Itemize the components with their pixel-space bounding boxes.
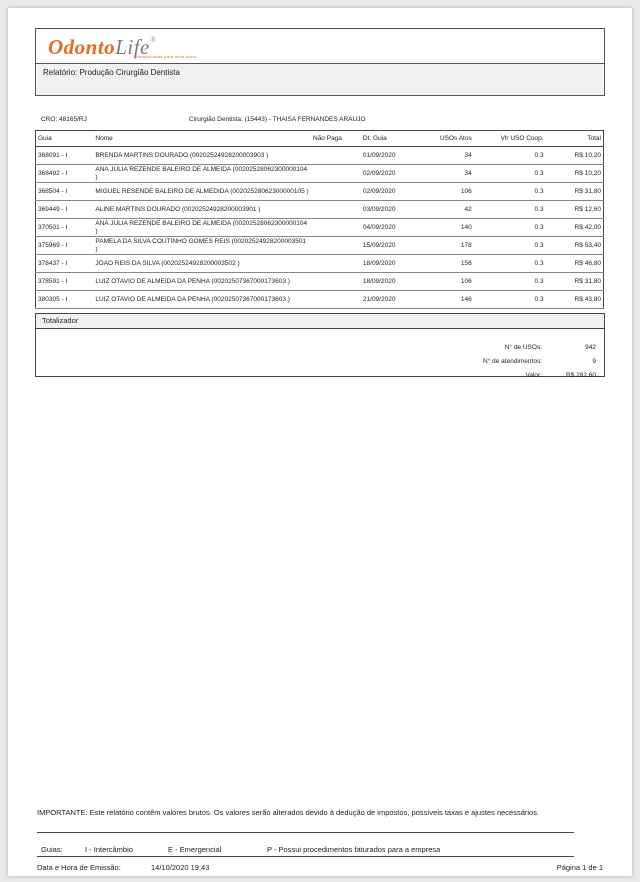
dt-guia-cell: 02/09/2020 <box>361 183 413 201</box>
nome-cell: BRENDA MARTINS DOURADO (00202524928200003903 ) <box>93 147 311 165</box>
col-header-vlr-uso: Vlr USO Coop. <box>474 131 546 147</box>
dt-guia-cell: 21/09/2020 <box>361 291 413 309</box>
usos-cell: 42 <box>413 201 474 219</box>
col-header-total: Total <box>546 131 604 147</box>
vlr-uso-cell: 0.3 <box>474 237 546 255</box>
valor-label: Valor: <box>525 372 542 379</box>
nome-cell: LUIZ OTAVIO DE ALMEIDA DA PENHA (00202507367000173603 ) <box>93 273 311 291</box>
legend-emergencial: E - Emergencial <box>168 845 222 854</box>
logo-trademark: ® <box>149 35 157 44</box>
guia-cell: 368492 - I <box>36 165 94 183</box>
usos-cell: 106 <box>413 273 474 291</box>
dt-guia-cell: 04/09/2020 <box>361 219 413 237</box>
legend-guias: Guias: <box>41 845 63 854</box>
table-row <box>36 237 604 255</box>
valor-value: R$ 282,60 <box>566 372 596 379</box>
usos-cell: 34 <box>413 165 474 183</box>
important-notice: IMPORTANTE: Este relatório contêm valores brutos. Os valores serão alterados devido à dedução de impostos, possíveis taxas e ajustes necessários. <box>37 808 540 817</box>
divider-top <box>37 832 574 833</box>
vlr-uso-cell: 0.3 <box>474 273 546 291</box>
guia-cell: 378591 - I <box>36 273 94 291</box>
logo-text-life: Life <box>115 35 150 59</box>
logo-text-odonto: Odonto <box>48 35 116 59</box>
report-title: Relatório: Produção Cirurgião Dentista <box>43 68 180 77</box>
table-row <box>36 291 604 309</box>
nome-cell: MIGUEL RESENDE BALEIRO DE ALMEDIDA (00202528062300000105 ) <box>93 183 311 201</box>
usos-value: 942 <box>585 344 596 351</box>
table-row <box>36 147 604 165</box>
nome-cell: JOAO REIS DA SILVA (00202524928200003502 ) <box>93 255 311 273</box>
dentist-name: Cirurgião Dentista: (15443) - THAISA FERNANDES ARAUJO <box>189 116 366 123</box>
nao-paga-cell <box>311 219 361 237</box>
report-page <box>8 8 632 876</box>
dt-guia-cell: 18/09/2020 <box>361 255 413 273</box>
usos-cell: 140 <box>413 219 474 237</box>
nome-cell: ANA JULIA REZENDE BALEIRO DE ALMEIDA (00202528062300000104 ) <box>93 219 311 237</box>
total-cell: R$ 43,80 <box>546 291 604 309</box>
nao-paga-cell <box>311 183 361 201</box>
table-row <box>36 183 604 201</box>
total-cell: R$ 31,80 <box>546 183 604 201</box>
usos-cell: 106 <box>413 183 474 201</box>
guia-cell: 380305 - I <box>36 291 94 309</box>
guia-cell: 368091 - I <box>36 147 94 165</box>
page-number: Página 1 de 1 <box>556 863 603 872</box>
nao-paga-cell <box>311 237 361 255</box>
legend-faturados: P - Possui procedimentos faturados para a empresa <box>267 845 441 854</box>
vlr-uso-cell: 0.3 <box>474 165 546 183</box>
col-header-guia: Guia <box>36 131 94 147</box>
production-table <box>35 130 604 309</box>
cro-number: CRO: 48165/RJ <box>41 116 87 123</box>
logo-row <box>36 29 604 64</box>
total-cell: R$ 53,40 <box>546 237 604 255</box>
nome-cell: LUIZ OTAVIO DE ALMEIDA DA PENHA (00202507367000173603 ) <box>93 291 311 309</box>
totalizer-box <box>35 313 605 377</box>
nome-cell: ANA JULIA REZENDE BALEIRO DE ALMEIDA (00202528062300000104 ) <box>93 165 311 183</box>
usos-cell: 146 <box>413 291 474 309</box>
table-row <box>36 201 604 219</box>
emission-label: Data e Hora de Emissão: <box>37 863 121 872</box>
total-cell: R$ 42,00 <box>546 219 604 237</box>
vlr-uso-cell: 0.3 <box>474 219 546 237</box>
dt-guia-cell: 18/09/2020 <box>361 273 413 291</box>
total-cell: R$ 31,80 <box>546 273 604 291</box>
vlr-uso-cell: 0.3 <box>474 255 546 273</box>
vlr-uso-cell: 0.3 <box>474 183 546 201</box>
nao-paga-cell <box>311 273 361 291</box>
table-row <box>36 273 604 291</box>
usos-label: N° de USOs: <box>504 344 542 351</box>
col-header-usos-atos: USOs Atos <box>413 131 474 147</box>
report-title-row <box>36 64 604 95</box>
nao-paga-cell <box>311 147 361 165</box>
nao-paga-cell <box>311 165 361 183</box>
table-row <box>36 219 604 237</box>
dt-guia-cell: 01/09/2020 <box>361 147 413 165</box>
usos-cell: 178 <box>413 237 474 255</box>
col-header-dt-guia: Dt. Guia <box>361 131 413 147</box>
col-header-nome: Nome <box>93 131 311 147</box>
total-cell: R$ 46,80 <box>546 255 604 273</box>
total-cell: R$ 10,20 <box>546 147 604 165</box>
guia-cell: 375969 - I <box>36 237 94 255</box>
total-cell: R$ 12,60 <box>546 201 604 219</box>
table-row <box>36 165 604 183</box>
nao-paga-cell <box>311 255 361 273</box>
divider-bottom <box>37 856 574 857</box>
atendimentos-value: 9 <box>592 358 596 365</box>
dt-guia-cell: 02/09/2020 <box>361 165 413 183</box>
table-header-row <box>36 131 604 147</box>
nao-paga-cell <box>311 201 361 219</box>
dt-guia-cell: 15/09/2020 <box>361 237 413 255</box>
logo-tagline: tranquilidade para você sorrir <box>136 54 197 59</box>
guia-cell: 370501 - I <box>36 219 94 237</box>
guia-cell: 368504 - I <box>36 183 94 201</box>
nao-paga-cell <box>311 291 361 309</box>
nome-cell: ALINE MARTINS DOURADO (00202524928200003901 ) <box>93 201 311 219</box>
report-header <box>35 28 605 96</box>
total-cell: R$ 10,20 <box>546 165 604 183</box>
dt-guia-cell: 03/09/2020 <box>361 201 413 219</box>
guia-cell: 369449 - I <box>36 201 94 219</box>
vlr-uso-cell: 0.3 <box>474 291 546 309</box>
totalizer-title: Totalizador <box>36 314 604 329</box>
table-row <box>36 255 604 273</box>
usos-cell: 156 <box>413 255 474 273</box>
col-header-nao-paga: Não Paga <box>311 131 361 147</box>
guia-cell: 378437 - I <box>36 255 94 273</box>
nome-cell: PAMELA DA SILVA COUTINHO GOMES REIS (00202524928200003501 ) <box>93 237 311 255</box>
emission-datetime: 14/10/2020 19:43 <box>151 863 210 872</box>
usos-cell: 34 <box>413 147 474 165</box>
vlr-uso-cell: 0.3 <box>474 201 546 219</box>
legend-intercambio: I - Intercâmbio <box>85 845 133 854</box>
vlr-uso-cell: 0.3 <box>474 147 546 165</box>
atendimentos-label: N° de atendimentos: <box>483 358 542 365</box>
